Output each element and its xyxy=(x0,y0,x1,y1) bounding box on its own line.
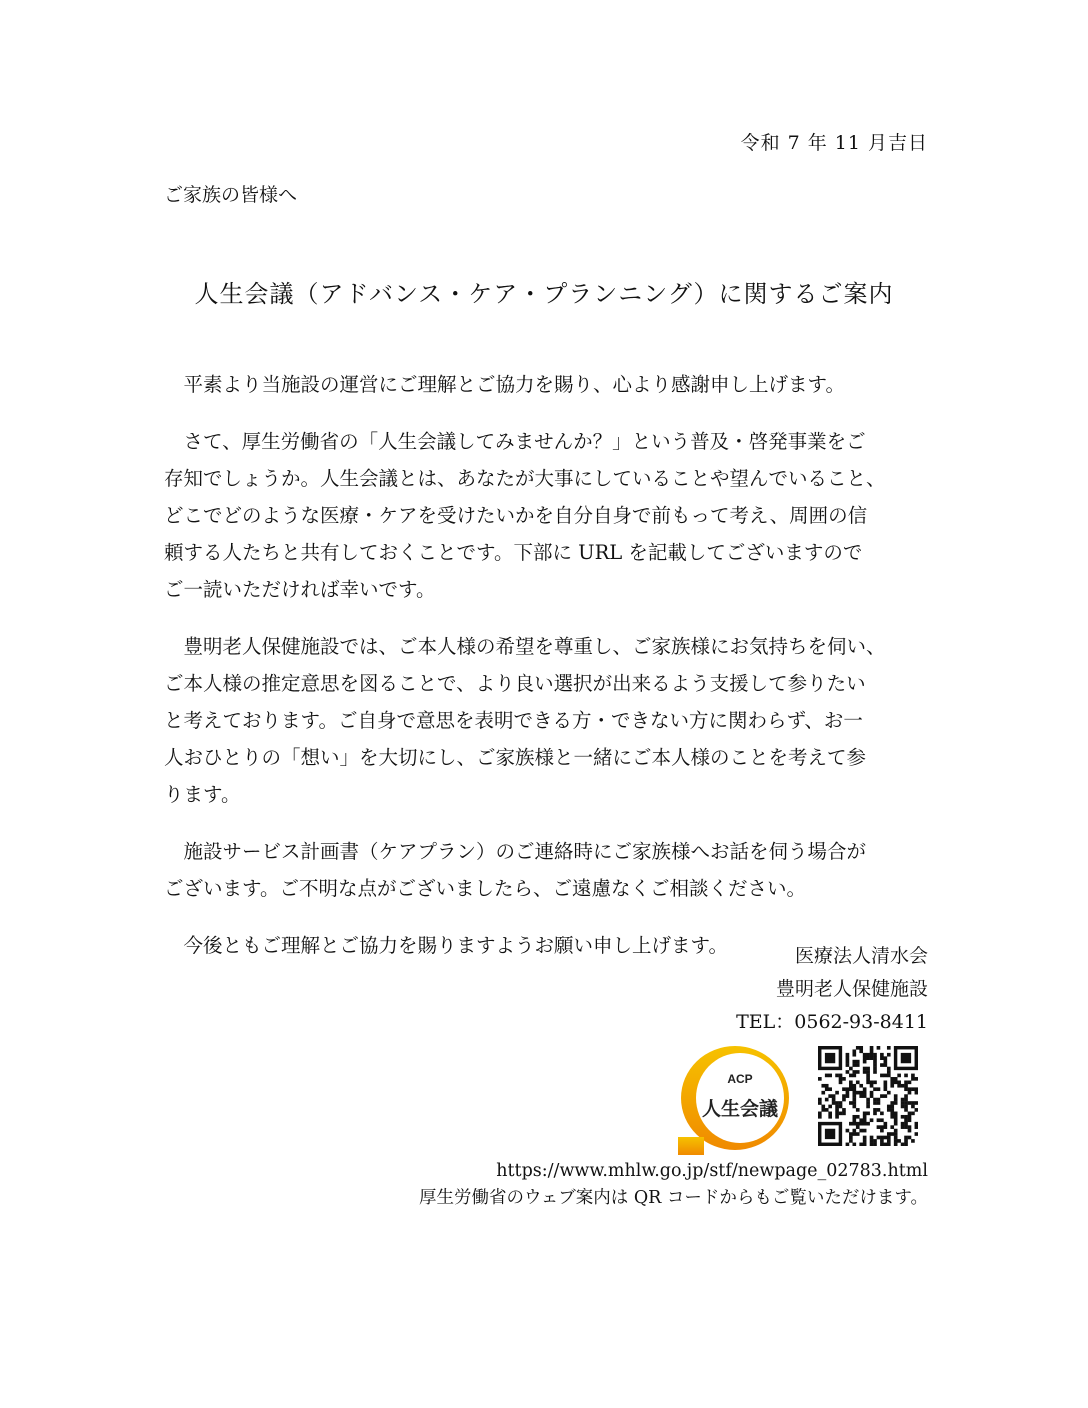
qr-code-graphic xyxy=(818,1046,918,1146)
paragraph-line: ります。 xyxy=(164,783,241,806)
paragraph-facility-policy xyxy=(164,628,944,813)
paragraph-line: 豊明老人保健施設では、ご本人様の希望を尊重し、ご家族様にお気持ちを伺い、 xyxy=(164,635,886,658)
paragraph-line: ご本人様の推定意思を図ることで、より良い選択が出来るよう支援して参りたい xyxy=(164,672,866,695)
mhlw-url-link[interactable]: https://www.mhlw.go.jp/stf/newpage_02783.html xyxy=(496,1161,928,1181)
paragraph-line: 人おひとりの「想い」を大切にし、ご家族様と一緒にご本人様のことを考えて参 xyxy=(164,746,867,769)
paragraph-line: ございます。ご不明な点がございましたら、ご遠慮なくご相談ください。 xyxy=(164,877,806,900)
paragraph-line: 平素より当施設の運営にご理解とご協力を賜り、心より感謝申し上げます。 xyxy=(164,373,845,396)
qr-code-icon[interactable] xyxy=(818,1046,918,1146)
document-title: 人生会議（アドバンス・ケア・プランニング）に関するご案内 xyxy=(194,280,894,308)
paragraph-line: 施設サービス計画書（ケアプラン）のご連絡時にご家族様へお話を伺う場合が xyxy=(164,840,867,863)
phone-number: TEL：0562-93-8411 xyxy=(736,1011,928,1033)
paragraph-line: 今後ともご理解とご協力を賜りますようお願い申し上げます。 xyxy=(164,934,728,957)
letter-body xyxy=(164,366,944,984)
footer xyxy=(419,1158,928,1212)
paragraph-acp-intro xyxy=(164,423,944,608)
logo-small-text: ACP xyxy=(727,1072,753,1086)
acp-logo-graphic xyxy=(676,1043,794,1157)
paragraph-line: ご一読いただければ幸いです。 xyxy=(164,578,436,601)
paragraph-line: 存知でしょうか。人生会議とは、あなたが大事にしていることや望んでいること、 xyxy=(164,467,886,490)
logo-main-text: 人生会議 xyxy=(701,1098,779,1120)
organization-name: 医療法人清水会 xyxy=(794,945,928,967)
signature-block xyxy=(736,940,928,1039)
paragraph-care-plan xyxy=(164,833,944,907)
paragraph-line: どこでどのような医療・ケアを受けたいかを自分自身で前もって考え、周囲の信 xyxy=(164,504,868,527)
salutation: ご家族の皆様へ xyxy=(164,184,298,206)
facility-name: 豊明老人保健施設 xyxy=(775,978,928,1000)
acp-jinsei-kaigi-logo-icon xyxy=(676,1043,794,1157)
qr-note: 厚生労働省のウェブ案内は QR コードからもご覧いただけます。 xyxy=(418,1188,928,1208)
document-date: 令和 7 年 11 月吉日 xyxy=(740,132,928,154)
paragraph-line: 頼する人たちと共有しておくことです。下部に URL を記載してございますので xyxy=(164,541,863,564)
paragraph-greeting xyxy=(164,366,944,403)
logo-tail xyxy=(678,1137,704,1155)
paragraph-line: と考えております。ご自身で意思を表明できる方・できない方に関わらず、お一 xyxy=(164,709,863,732)
paragraph-line: さて、厚生労働省の「人生会議してみませんか？」という普及・啓発事業をご xyxy=(164,430,866,453)
